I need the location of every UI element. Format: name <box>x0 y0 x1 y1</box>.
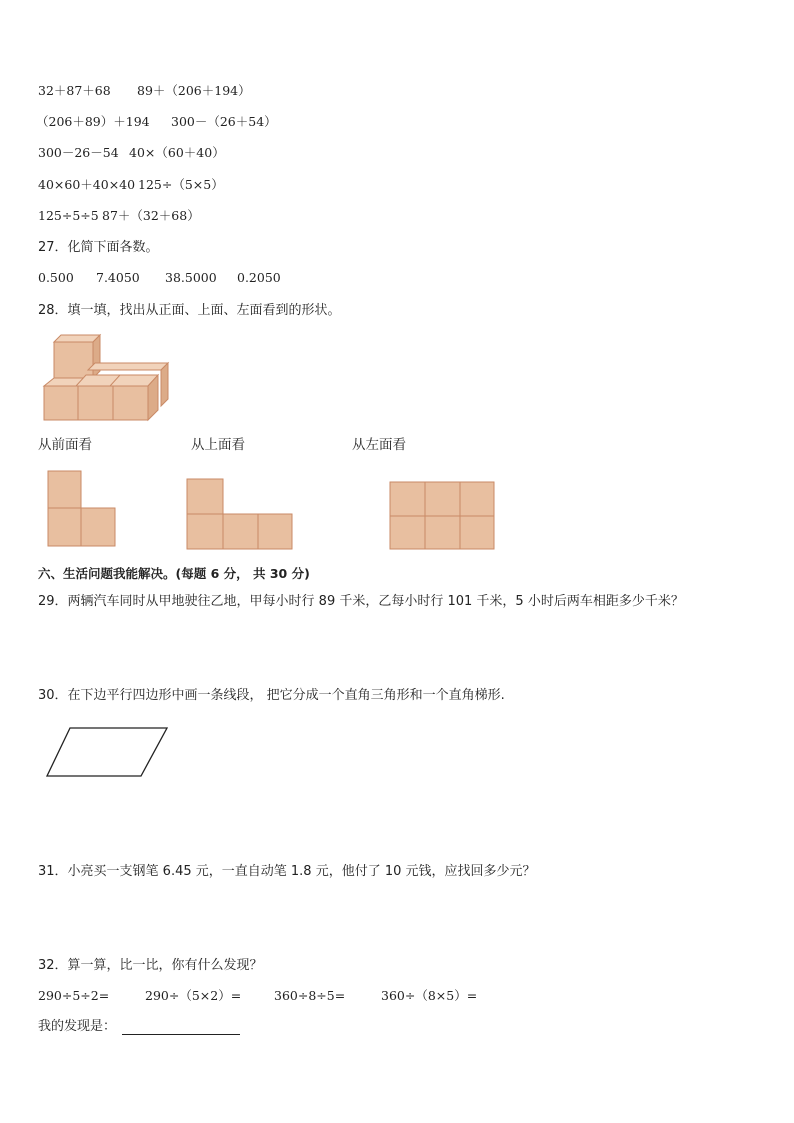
calc-row-3-left: 300－26－54 <box>38 145 119 160</box>
q32-expr-4: 360÷（8×5）= <box>381 988 478 1003</box>
q32-expr-1: 290÷5÷2= <box>38 988 110 1003</box>
calc-row-1-left: 32＋87＋68 <box>38 83 111 98</box>
cube-top-face <box>54 335 100 342</box>
section6-heading: 六、生活问题我能解决。(每题 6 分， 共 30 分) <box>38 566 310 581</box>
finding-answer-line[interactable] <box>122 1034 240 1035</box>
calc-row-4-right: 125÷（5×5） <box>138 177 224 192</box>
q27-number-1: 0.500 <box>38 270 74 285</box>
calc-row-3-right: 40×（60＋40） <box>129 145 225 160</box>
top-view-grid <box>186 478 296 554</box>
calc-row-5-left: 125÷5÷5 <box>38 208 99 223</box>
calc-row-1-right: 89＋（206＋194） <box>137 83 251 98</box>
q27-number-3: 38.5000 <box>165 270 217 285</box>
q27-number-4: 0.2050 <box>237 270 281 285</box>
calc-row-2-left: （206＋89）＋194 <box>36 114 150 129</box>
calc-row-4-left: 40×60＋40×40 <box>38 177 136 192</box>
calc-row-5-right: 87＋（32＋68） <box>102 208 200 223</box>
q32-expr-2: 290÷（5×2）= <box>145 988 242 1003</box>
cube-side-face <box>161 363 168 406</box>
cube-front-face <box>78 386 113 420</box>
q27-number-2: 7.4050 <box>96 270 140 285</box>
view-label-top: 从上面看 <box>191 437 245 453</box>
q28-title: 28．填一填，找出从正面、上面、左面看到的形状。 <box>38 303 341 318</box>
front-view-grid <box>47 470 119 550</box>
calc-row-2-right: 300－（26＋54） <box>171 114 277 129</box>
left-view-grid <box>389 481 499 553</box>
parallelogram-figure <box>40 720 180 790</box>
q31-text: 31．小亮买一支钢笔 6.45 元，一直自动笔 1.8 元，他付了 10 元钱，应找回多少元？ <box>38 864 536 879</box>
q32-expr-3: 360÷8÷5= <box>274 988 346 1003</box>
view-label-front: 从前面看 <box>38 437 92 453</box>
view-label-left: 从左面看 <box>352 437 406 453</box>
cube-front-face <box>54 342 93 378</box>
q30-text: 30．在下边平行四边形中画一条线段， 把它分成一个直角三角形和一个直角梯形. <box>38 688 505 703</box>
cube-front-face <box>44 386 78 420</box>
q32-title: 32．算一算，比一比，你有什么发现？ <box>38 958 263 973</box>
q27-title: 27．化简下面各数。 <box>38 240 159 255</box>
cube-side-face <box>93 335 100 378</box>
parallelogram-shape <box>47 728 167 776</box>
cube-top-face <box>88 363 168 370</box>
cube-stack-figure <box>40 328 180 428</box>
finding-label: 我的发现是： <box>38 1019 117 1034</box>
cube-front-face <box>113 386 148 420</box>
q29-text: 29．两辆汽车同时从甲地驶往乙地，甲每小时行 89 千米，乙每小时行 101 千米，5 小时后两车相距多少千米？ <box>38 594 684 609</box>
